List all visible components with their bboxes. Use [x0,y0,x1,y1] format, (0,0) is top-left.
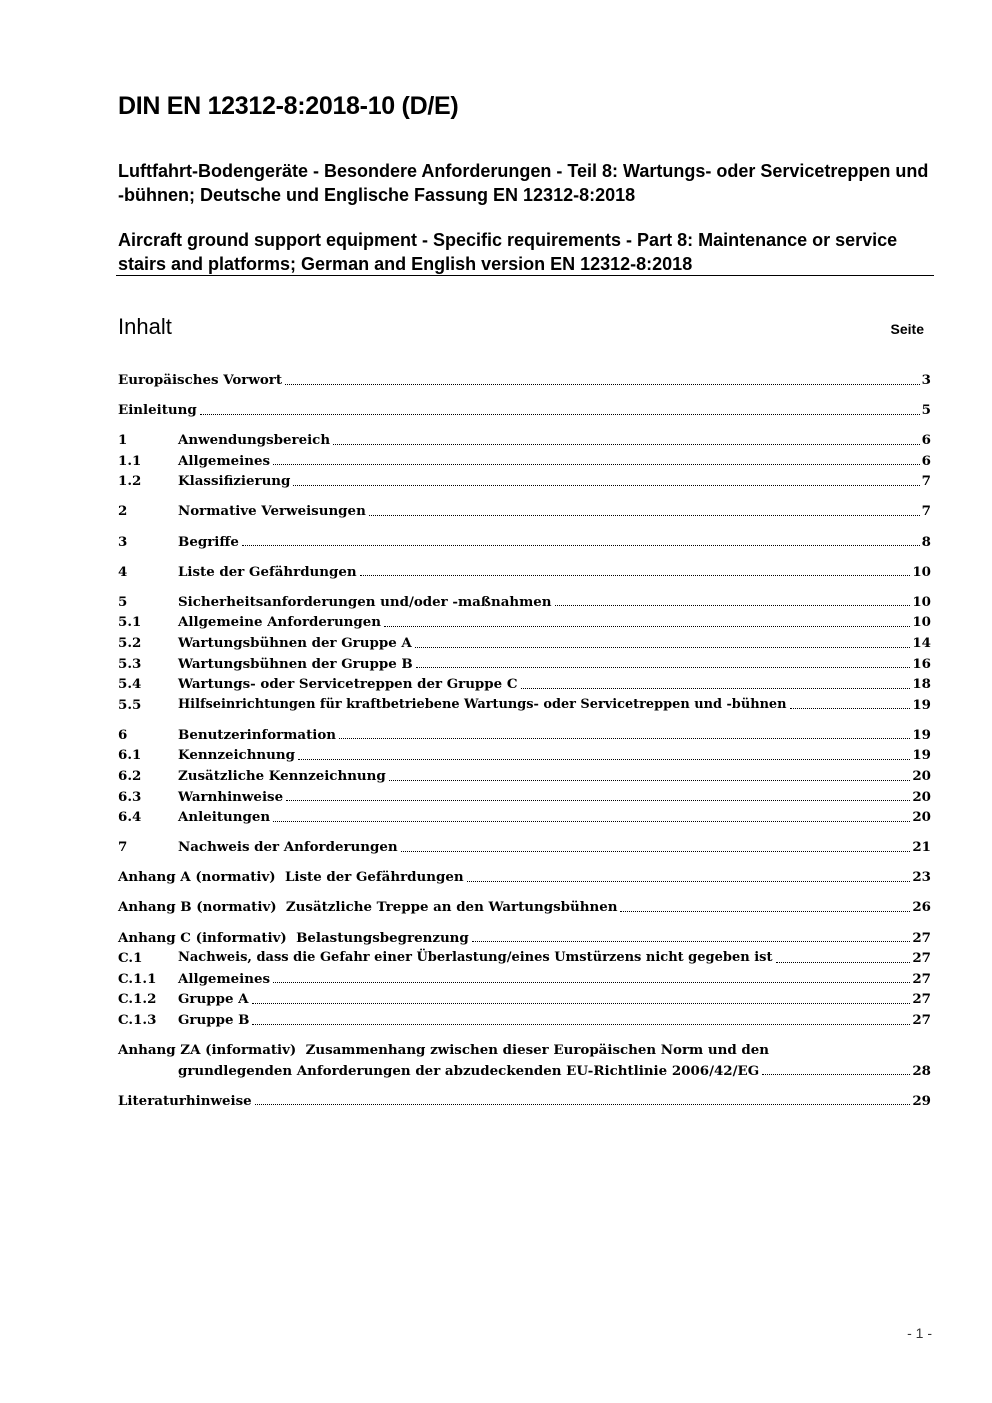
toc-entry-number: 5 [118,593,128,610]
toc-entry-number: 6.2 [118,768,142,784]
toc-entry[interactable] [118,745,931,766]
toc-entry-page: 27 [912,950,931,967]
toc-entry-page: 3 [921,372,931,388]
document-title-english: Aircraft ground support equipment - Specific requirements - Part 8: Maintenance or service stairs and platforms; German and English version EN 12312-8:2018 [118,230,898,274]
toc-entry[interactable] [118,1040,931,1061]
toc-dot-leader [521,688,911,689]
toc-entry-number: 2 [118,503,128,520]
toc-entry-title: Allgemeines [178,970,271,987]
toc-entry-title: Nachweis der Anforderungen [178,839,398,856]
toc-entry-title: Anhang C (informativ) Belastungsbegrenzung [118,929,469,946]
toc-dot-leader [389,780,911,781]
toc-entry-page: 5 [921,402,931,419]
toc-entry-page: 19 [912,726,931,743]
toc-entry[interactable] [118,1091,931,1112]
toc-entry-number: C.1 [118,950,143,967]
toc-dot-leader [252,1003,911,1004]
toc-entry-continuation[interactable] [118,1061,931,1082]
toc-entry-title: Anhang A (normativ) Liste der Gefährdungen [118,869,464,886]
toc-entry-page: 10 [912,593,931,610]
document-title-german: Luftfahrt-Bodengeräte - Besondere Anforderungen - Teil 8: Wartungs- oder Servicetreppen und -bühnen; Deutsche und Englische Fassung EN 12312-8:2018 [118,161,929,205]
toc-dot-leader [339,738,910,739]
toc-entry-page: 23 [912,869,931,886]
toc-entry[interactable] [118,430,931,451]
toc-entry-page: 20 [912,788,931,805]
toc-dot-leader [200,414,920,415]
toc-dot-leader [790,708,911,709]
toc-entry[interactable] [118,370,931,391]
toc-entry[interactable] [118,928,931,949]
toc-entry-page: 6 [921,452,931,469]
toc-dot-leader [286,800,910,801]
toc-entry[interactable] [118,592,931,613]
toc-entry-title: Wartungsbühnen der Gruppe B [178,655,413,672]
toc-entry-number: 6 [118,726,128,743]
toc-entry[interactable] [118,695,931,716]
toc-dot-leader [467,881,911,882]
toc-entry-page: 10 [912,614,931,631]
toc-entry[interactable] [118,807,931,828]
toc-entry-title: Zusätzliche Kennzeichnung [178,768,386,784]
toc-entry-title: Wartungs- oder Servicetreppen der Gruppe C [178,676,518,693]
toc-entry[interactable] [118,674,931,695]
toc-dot-leader [472,941,911,942]
toc-entry-title: Hilfseinrichtungen für kraftbetriebene Wartungs- oder Servicetreppen und -bühnen [178,696,787,712]
toc-dot-leader [620,911,910,912]
title-divider [116,275,934,276]
toc-dot-leader [384,626,910,627]
toc-entry[interactable] [118,787,931,808]
toc-dot-leader [252,1024,910,1025]
toc-entry-number: 5.4 [118,676,142,693]
footer-page-number: - 1 - [907,1325,932,1341]
toc-dot-leader [242,545,920,546]
toc-entry[interactable] [118,1010,931,1031]
toc-entry-title: Allgemeines [178,452,271,469]
toc-dot-leader [360,575,911,576]
toc-entry-page: 21 [912,839,931,856]
toc-entry[interactable] [118,766,931,787]
toc-entry-page: 27 [912,970,931,987]
toc-entry-page: 28 [912,1062,931,1079]
toc-entry-number: 6.1 [118,747,142,764]
toc-dot-leader [401,851,911,852]
toc-entry-title: Begriffe [178,533,239,550]
toc-entry-number: 7 [118,839,128,856]
toc-entry-number: 1.1 [118,452,142,469]
toc-entry-number: C.1.3 [118,1011,157,1028]
toc-dot-leader [369,515,920,516]
toc-entry-number: 1.2 [118,473,142,490]
toc-entry-title: Anhang ZA (informativ) Zusammenhang zwischen dieser Europäischen Norm und den [118,1042,769,1059]
toc-entry-title: Klassifizierung [178,473,291,490]
toc-entry-page: 14 [912,634,931,651]
document-id: DIN EN 12312-8:2018-10 (D/E) [118,92,459,120]
toc-entry-title: Einleitung [118,402,197,419]
toc-entry[interactable] [118,837,931,858]
toc-entry-page: 26 [912,899,931,916]
toc-entry-number: 5.3 [118,655,142,672]
toc-entry[interactable] [118,989,931,1010]
toc-entry-page: 18 [912,676,931,693]
toc-entry-page: 29 [912,1092,931,1109]
toc-entry[interactable] [118,400,931,421]
toc-entry-title: Anhang B (normativ) Zusätzliche Treppe an den Wartungsbühnen [118,899,618,916]
toc-entry[interactable] [118,867,931,888]
toc-entry-title: Nachweis, dass die Gefahr einer Überlastung/eines Umstürzens nicht gegeben ist [178,950,773,966]
toc-dot-leader [416,667,911,668]
toc-entry[interactable] [118,471,931,492]
toc-entry-number: 3 [118,533,128,550]
toc-entry-page: 27 [912,929,931,946]
toc-dot-leader [776,962,911,963]
toc-entry-page: 7 [921,473,931,490]
toc-dot-leader [555,605,911,606]
toc-entry-number: 4 [118,563,128,580]
toc-entry-title-continuation: grundlegenden Anforderungen der abzudeckenden EU-Richtlinie 2006/42/EG [178,1062,760,1079]
toc-entry-number: 1 [118,432,128,449]
toc-entry-title: Normative Verweisungen [178,503,366,520]
toc-entry-page: 16 [912,655,931,672]
toc-entry[interactable] [118,897,931,918]
toc-entry-title: Allgemeine Anforderungen [178,614,382,631]
toc-entry-page: 19 [912,747,931,764]
toc-entry-title: Anwendungsbereich [178,432,331,449]
toc-entry-page: 27 [912,1011,931,1028]
toc-entry[interactable] [118,451,931,472]
toc-entry[interactable] [118,532,931,553]
toc-dot-leader [285,384,920,385]
toc-entry-page: 19 [912,696,931,713]
toc-page-column-label: Seite [890,321,924,337]
toc-entry-title: Sicherheitsanforderungen und/oder -maßnahmen [178,593,552,610]
toc-entry[interactable] [118,969,931,990]
toc-entry-number: C.1.2 [118,991,157,1008]
toc-entry-number: 6.4 [118,809,142,826]
toc-entry[interactable] [118,633,931,654]
toc-entry-title: Benutzerinformation [178,726,337,743]
toc-entry-title: Anleitungen [178,809,271,826]
toc-entry-title: Kennzeichnung [178,747,296,764]
toc-entry-title: Literaturhinweise [118,1092,252,1109]
toc-dot-leader [415,647,911,648]
toc-entry-page: 27 [912,991,931,1008]
toc-entry-number: 5.2 [118,634,142,651]
toc-entry[interactable] [118,725,931,746]
toc-dot-leader [273,821,910,822]
toc-entry-number: 5.1 [118,614,142,631]
toc-dot-leader [298,759,910,760]
toc-dot-leader [255,1104,911,1105]
toc-entry[interactable] [118,501,931,522]
toc-entry-title: Europäisches Vorwort [118,372,283,388]
toc-entry-page: 20 [912,768,931,784]
toc-entry-page: 6 [921,432,931,449]
toc-entry-page: 20 [912,809,931,826]
toc-entry-title: Wartungsbühnen der Gruppe A [178,634,412,651]
toc-dot-leader [762,1074,910,1075]
toc-dot-leader [273,464,920,465]
toc-entry-page: 8 [921,533,931,550]
toc-entry-title: Liste der Gefährdungen [178,563,357,580]
toc-entry[interactable] [118,948,931,969]
toc-entry-number: 5.5 [118,696,142,713]
toc-entry-title: Warnhinweise [178,788,284,805]
toc-entry[interactable] [118,654,931,675]
toc-entry-number: C.1.1 [118,970,157,987]
toc-entry-page: 10 [912,563,931,580]
toc-entry-title: Gruppe B [178,1011,250,1028]
toc-heading: Inhalt [118,314,172,339]
table-of-contents [118,370,931,1111]
toc-dot-leader [333,444,920,445]
toc-entry[interactable] [118,612,931,633]
toc-dot-leader [293,485,919,486]
toc-entry-number: 6.3 [118,788,142,805]
toc-entry[interactable] [118,562,931,583]
toc-entry-title: Gruppe A [178,991,249,1008]
toc-entry-page: 7 [921,503,931,520]
toc-dot-leader [273,982,910,983]
